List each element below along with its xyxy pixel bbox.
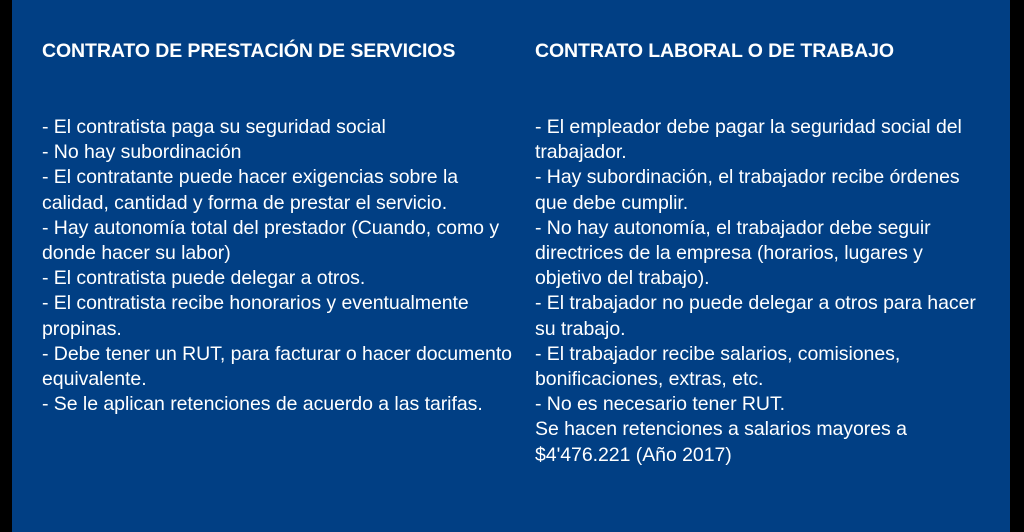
list-item: - Hay autonomía total del prestador (Cuando, como y donde hacer su labor) bbox=[42, 216, 500, 265]
list-item: - El contratista recibe honorarios y eventualmente propinas. bbox=[42, 292, 469, 340]
list-item: - Debe tener un RUT, para facturar o hacer documento equivalente. bbox=[42, 342, 512, 391]
service-contract-list bbox=[42, 115, 522, 417]
list-item: - El contratista paga su seguridad social bbox=[42, 116, 386, 138]
service-contract-title: CONTRATO DE PRESTACIÓN DE SERVICIOS bbox=[42, 40, 456, 62]
labor-contract-list bbox=[535, 115, 985, 468]
list-item: - Se le aplican retenciones de acuerdo a las tarifas. bbox=[42, 393, 483, 416]
list-item: - No hay subordinación bbox=[42, 141, 242, 164]
list-item: - El trabajador recibe salarios, comisiones, bonificaciones, extras, etc. bbox=[535, 342, 901, 391]
service-contract-column bbox=[42, 38, 522, 416]
list-item: - El empleador debe pagar la seguridad social del trabajador. bbox=[535, 116, 962, 164]
list-item: - No es necesario tener RUT. bbox=[535, 393, 786, 416]
list-item: - El contratista puede delegar a otros. bbox=[42, 267, 366, 290]
list-item: - No hay autonomía, el trabajador debe seguir directrices de la empresa (horarios, lugares y objetivo del trabajo). bbox=[535, 216, 931, 290]
list-item: - Hay subordinación, el trabajador recibe órdenes que debe cumplir. bbox=[535, 166, 960, 214]
comparison-slide bbox=[12, 0, 1010, 532]
list-item: - El trabajador no puede delegar a otros para hacer su trabajo. bbox=[535, 292, 976, 340]
labor-contract-title: CONTRATO LABORAL O DE TRABAJO bbox=[535, 40, 894, 62]
list-item: Se hacen retenciones a salarios mayores a $4'476.221 (Año 2017) bbox=[535, 418, 907, 466]
list-item: - El contratante puede hacer exigencias sobre la calidad, cantidad y forma de prestar el servicio. bbox=[42, 166, 459, 214]
labor-contract-column bbox=[535, 38, 985, 466]
